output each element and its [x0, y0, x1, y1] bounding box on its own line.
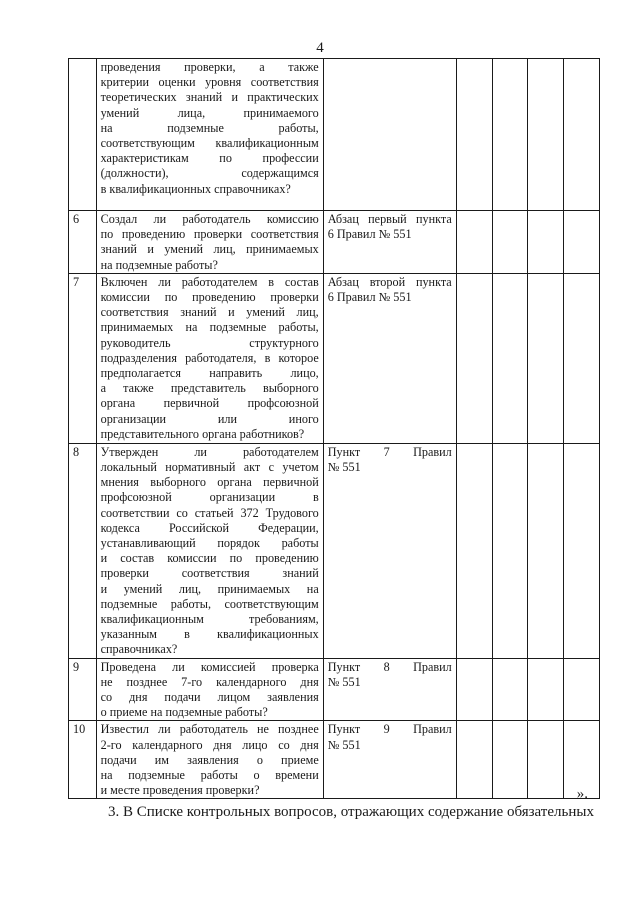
- question-line: в квалификационных справочниках?: [100, 181, 291, 196]
- reference-line: № 551: [327, 674, 361, 689]
- answer-cell[interactable]: [528, 211, 564, 274]
- row-number: 10: [69, 721, 97, 799]
- reference-cell: [323, 211, 456, 274]
- answer-cell[interactable]: [456, 721, 492, 799]
- question-line: Утвержден ли работодателем: [100, 444, 319, 459]
- row-number: [69, 59, 97, 211]
- checklist-table-body: [69, 59, 600, 799]
- reference-cell: [323, 443, 456, 658]
- question-line: принимаемых на подземные работы,: [100, 320, 319, 335]
- question-cell: [96, 443, 323, 658]
- row-number: 6: [69, 211, 97, 274]
- reference-line: Пункт 9 Правил: [327, 722, 452, 737]
- answer-cell[interactable]: [492, 211, 528, 274]
- question-line: профсоюзной организации в: [100, 490, 319, 505]
- checklist-row: [69, 273, 600, 443]
- question-line: и месте проведения проверки?: [100, 783, 260, 798]
- question-line: кодекса Российской Федерации,: [100, 520, 319, 535]
- answer-cell[interactable]: [528, 443, 564, 658]
- checklist-table: [68, 58, 600, 799]
- question-line: критерии оценки уровня соответствия: [100, 75, 319, 90]
- question-line: (должности), содержащимся: [100, 166, 319, 181]
- question-line: на подземные работы?: [100, 257, 218, 272]
- answer-cell[interactable]: [492, 59, 528, 211]
- question-line: умений лица, принимаемого: [100, 105, 319, 120]
- reference-line: 6 Правил № 551: [327, 227, 412, 242]
- question-line: локальный нормативный акт с учетом: [100, 460, 319, 475]
- question-line: указанным в квалификационных: [100, 627, 319, 642]
- question-line: справочниках?: [100, 642, 178, 657]
- answer-cell[interactable]: [456, 443, 492, 658]
- next-paragraph: 3. В Списке контрольных вопросов, отражающих содержание обязательных: [108, 804, 594, 820]
- question-line: не позднее 7-го календарного дня: [100, 674, 319, 689]
- reference-cell: [323, 273, 456, 443]
- question-line: органа первичной профсоюзной: [100, 396, 319, 411]
- answer-cell[interactable]: [564, 59, 600, 211]
- question-line: со дня подачи лицом заявления: [100, 690, 319, 705]
- checklist-row: [69, 721, 600, 799]
- question-line: 2-го календарного дня лицо со дня: [100, 737, 319, 752]
- row-number: 7: [69, 273, 97, 443]
- question-line: мнения выборного органа первичной: [100, 475, 319, 490]
- answer-cell[interactable]: [492, 443, 528, 658]
- question-line: комиссии по проведению проверки: [100, 290, 319, 305]
- question-line: подземные работы, соответствующим: [100, 596, 319, 611]
- reference-cell: [323, 59, 456, 211]
- question-line: Известил ли работодатель не позднее: [100, 722, 319, 737]
- question-cell: [96, 658, 323, 721]
- answer-cell[interactable]: [564, 443, 600, 658]
- checklist-row: [69, 211, 600, 274]
- answer-cell[interactable]: [456, 273, 492, 443]
- row-number: 9: [69, 658, 97, 721]
- reference-line: Абзац первый пункта: [327, 212, 452, 226]
- question-line: соответствии со статьей 372 Трудового: [100, 505, 319, 520]
- question-line: устанавливающий порядок работы: [100, 536, 319, 551]
- answer-cell[interactable]: [492, 721, 528, 799]
- page-number: 4: [316, 40, 324, 56]
- answer-cell[interactable]: [492, 658, 528, 721]
- question-line: знаний и умений лиц, принимаемых: [100, 242, 319, 257]
- question-line: организации или иного: [100, 411, 319, 426]
- reference-cell: [323, 721, 456, 799]
- question-line: Включен ли работодателем в состав: [100, 274, 319, 289]
- question-line: квалификационным требованиям,: [100, 612, 319, 627]
- answer-cell[interactable]: [492, 273, 528, 443]
- question-line: а также представитель выборного: [100, 381, 319, 396]
- reference-line: № 551: [327, 460, 361, 475]
- question-line: подразделения работодателя, в которое: [100, 350, 319, 365]
- question-line: на подземные работы,: [100, 120, 319, 135]
- question-line: на подземные работы о времени: [100, 768, 319, 783]
- answer-cell[interactable]: [564, 211, 600, 274]
- answer-cell[interactable]: [564, 273, 600, 443]
- question-line: и состав комиссии по проведению: [100, 551, 319, 566]
- row-number: 8: [69, 443, 97, 658]
- closing-quote: ».: [576, 786, 588, 802]
- question-line: теоретических знаний и практических: [100, 90, 319, 105]
- question-line: руководитель структурного: [100, 335, 319, 350]
- question-line: проверки соответствия знаний: [100, 566, 319, 581]
- question-line: и умений лиц, принимаемых на: [100, 581, 319, 596]
- question-cell: [96, 721, 323, 799]
- question-line: подачи им заявления о приеме: [100, 752, 319, 767]
- answer-cell[interactable]: [528, 273, 564, 443]
- checklist-row: [69, 443, 600, 658]
- reference-cell: [323, 658, 456, 721]
- question-line: Проведена ли комиссией проверка: [100, 659, 319, 674]
- answer-cell[interactable]: [456, 211, 492, 274]
- reference-line: Пункт 8 Правил: [327, 659, 452, 674]
- question-cell: [96, 59, 323, 211]
- answer-cell[interactable]: [564, 658, 600, 721]
- reference-line: Абзац второй пункта: [327, 274, 452, 289]
- answer-cell[interactable]: [456, 658, 492, 721]
- question-line: проведения проверки, а также: [100, 60, 319, 74]
- question-line: соответствующим квалификационным: [100, 136, 319, 151]
- reference-line: 6 Правил № 551: [327, 290, 412, 305]
- question-line: предполагается направить лицо,: [100, 366, 319, 381]
- question-cell: [96, 211, 323, 274]
- answer-cell[interactable]: [528, 658, 564, 721]
- answer-cell[interactable]: [528, 721, 564, 799]
- question-line: соответствия знаний и умений лиц,: [100, 305, 319, 320]
- question-line: о приеме на подземные работы?: [100, 705, 268, 720]
- question-line: по проведению проверки соответствия: [100, 227, 319, 242]
- answer-cell[interactable]: [528, 59, 564, 211]
- question-line: характеристикам по профессии: [100, 151, 319, 166]
- checklist-row: [69, 59, 600, 211]
- question-line: Создал ли работодатель комиссию: [100, 212, 319, 226]
- question-cell: [96, 273, 323, 443]
- question-line: представительного органа работников?: [100, 426, 305, 441]
- checklist-row: [69, 658, 600, 721]
- reference-line: № 551: [327, 737, 361, 752]
- reference-line: Пункт 7 Правил: [327, 444, 452, 459]
- answer-cell[interactable]: [456, 59, 492, 211]
